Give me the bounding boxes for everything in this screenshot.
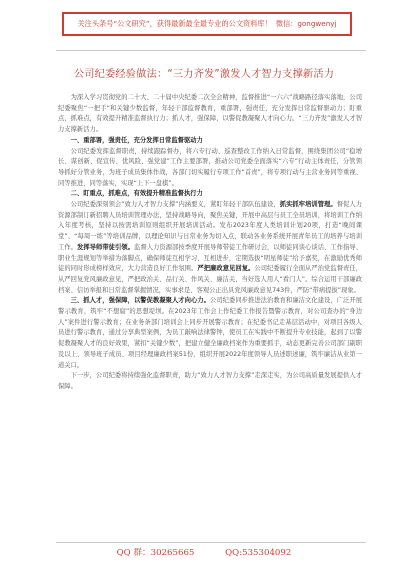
promo-banner (62, 12, 352, 36)
section-3-paragraph (58, 296, 362, 371)
section-heading-2: 二、盯重点，抓难点，有效提升精准监督执行力 (70, 190, 203, 198)
section-2-lead: 公司纪委深刻领会“致力人才智力支撑”内涵要义，紧盯年轻干部队伍建设， (70, 201, 280, 209)
section-heading-3: 三、抓人才，强保障，以警促教凝聚人才向心力。 (70, 297, 210, 305)
section-2-bold-3: 严把廉政意见回复。 (197, 265, 255, 273)
footer-qq-number: QQ:535304092 (225, 548, 292, 558)
footer-qq-group: QQ 群：30265665 (116, 548, 195, 558)
bottom-divider (56, 542, 366, 543)
banner-wechat: 微信：gongwenyj (275, 19, 337, 28)
document-body (58, 93, 362, 393)
section-2-text-1: 督促人力资源部制订新招聘人员培训管理办法，坚持战略导向，聚焦关键，开展中高层与员工全员培训，将培训工作纳入年度考核，坚持以按需培训原则组织开展培训活动。发布2023年度人类培训计划20项，打造“晚间课堂”、“每周一练”等培训品牌，以理论知识与日常业务为切入点，联动各业务系统开展青年员工的培养与培训工作。 (58, 201, 363, 251)
section-2-text-2: 监督人力资源部按季度开展导师带徒工作研讨会，以师徒同谈心谈话、工作指导、职业生涯规划等举措为落脚点，确保师徒互相学习、互相进步，定期选拔“明星师徒”给予嘉奖，在激励优秀师徒的同时形成榜样效应，大力营造良好工作氛围。 (58, 243, 363, 273)
footer-contact (0, 546, 408, 558)
document-title: 公司纪委经验做法：“三力齐发”激发人才智力支撑新活力 (73, 69, 335, 80)
section-2-paragraph (58, 200, 362, 296)
section-2-text-3: 公司纪委履行全面从严治党监督责任，从严回复党风廉政意见，严把政治关、品行关、作风关、廉洁关，当好选人用人“看门人”。综合运用干部廉政档案、信访举报和日常监督掌握情况，实事求是、客观公正出具党风廉政意见743件，严防“带病提拔”现象。 (58, 265, 363, 294)
intro-paragraph: 为深入学习贯彻党的二十大、二十届中央纪委二次全会精神，监督推进“一六六”战略路径落实落地，公司纪委聚焦“一把手”和关键少数监督，年轻干部监督教育，重部署，强责任，充分发挥日常监督驱动力；盯重点，抓难点，有效提升精准监督执行力；抓人才，强保障，以警促教凝聚人才向心力。“三力齐发”激发人才智力支撑新活力。 (58, 94, 362, 134)
top-divider (56, 50, 366, 51)
closing-paragraph: 下一步，公司纪委将持续强化监督职责，助力“致力人才智力支撑”走深走实，为公司高质量发展提供人才保障。 (58, 372, 362, 390)
section-2-bold-2: 发挥导师带徒引领。 (77, 243, 135, 251)
section-2-bold-1: 抓实抓牢培训管理。 (279, 201, 337, 209)
banner-text: 关注头条号“公文研究”，获得最新最全最专业的公文资料库！ (77, 19, 272, 28)
section-3-text: 公司纪委同步推进法治教育和廉洁文化建设，广泛开展警示教育，筑牢“不想腐”的思想堤坝。在2023年工作会上作纪委工作报告暨警示教育，对公司查办的“身边人”案件进行警示教育；在业务条部门培训会上同步开展警示教育；在纪委书记走基层活动中，对项目各级人员进行警示教育，通过分享典型案例，为员工敲响法律警钟，使员工在实践中不断提升专业技能，起到了以警促教凝聚人才的良好效果，紧扣“关键少数”，把建立健全廉政档案作为重要抓手，动态更新完善公司部门副职及以上、领导班子成员、项目经理廉政档案51份，组织开展2022年度领导人员述职述廉，筑牢廉洁从业第一道关口。 (58, 297, 363, 369)
section-1-paragraph: 公司纪委发挥监督职责，持续跟踪督办，将六专行动、巡查整改工作纳入日常监督，围绕集团公司“稳增长、谋创新、促宣传、优风险、强党建”工作主要部署，推动公司党委全面落实“六专”行动主体责任，分管领导抓好分管业务，为班子成员集体作战，各部门切实履行专项工作“首责”，将专项行动与主营业务同等重视、同等推进、同等落实，实现“上下一盘棋”。 (58, 147, 362, 187)
section-heading-1: 一、重部署，强责任，充分发挥日常监督驱动力 (70, 136, 203, 144)
